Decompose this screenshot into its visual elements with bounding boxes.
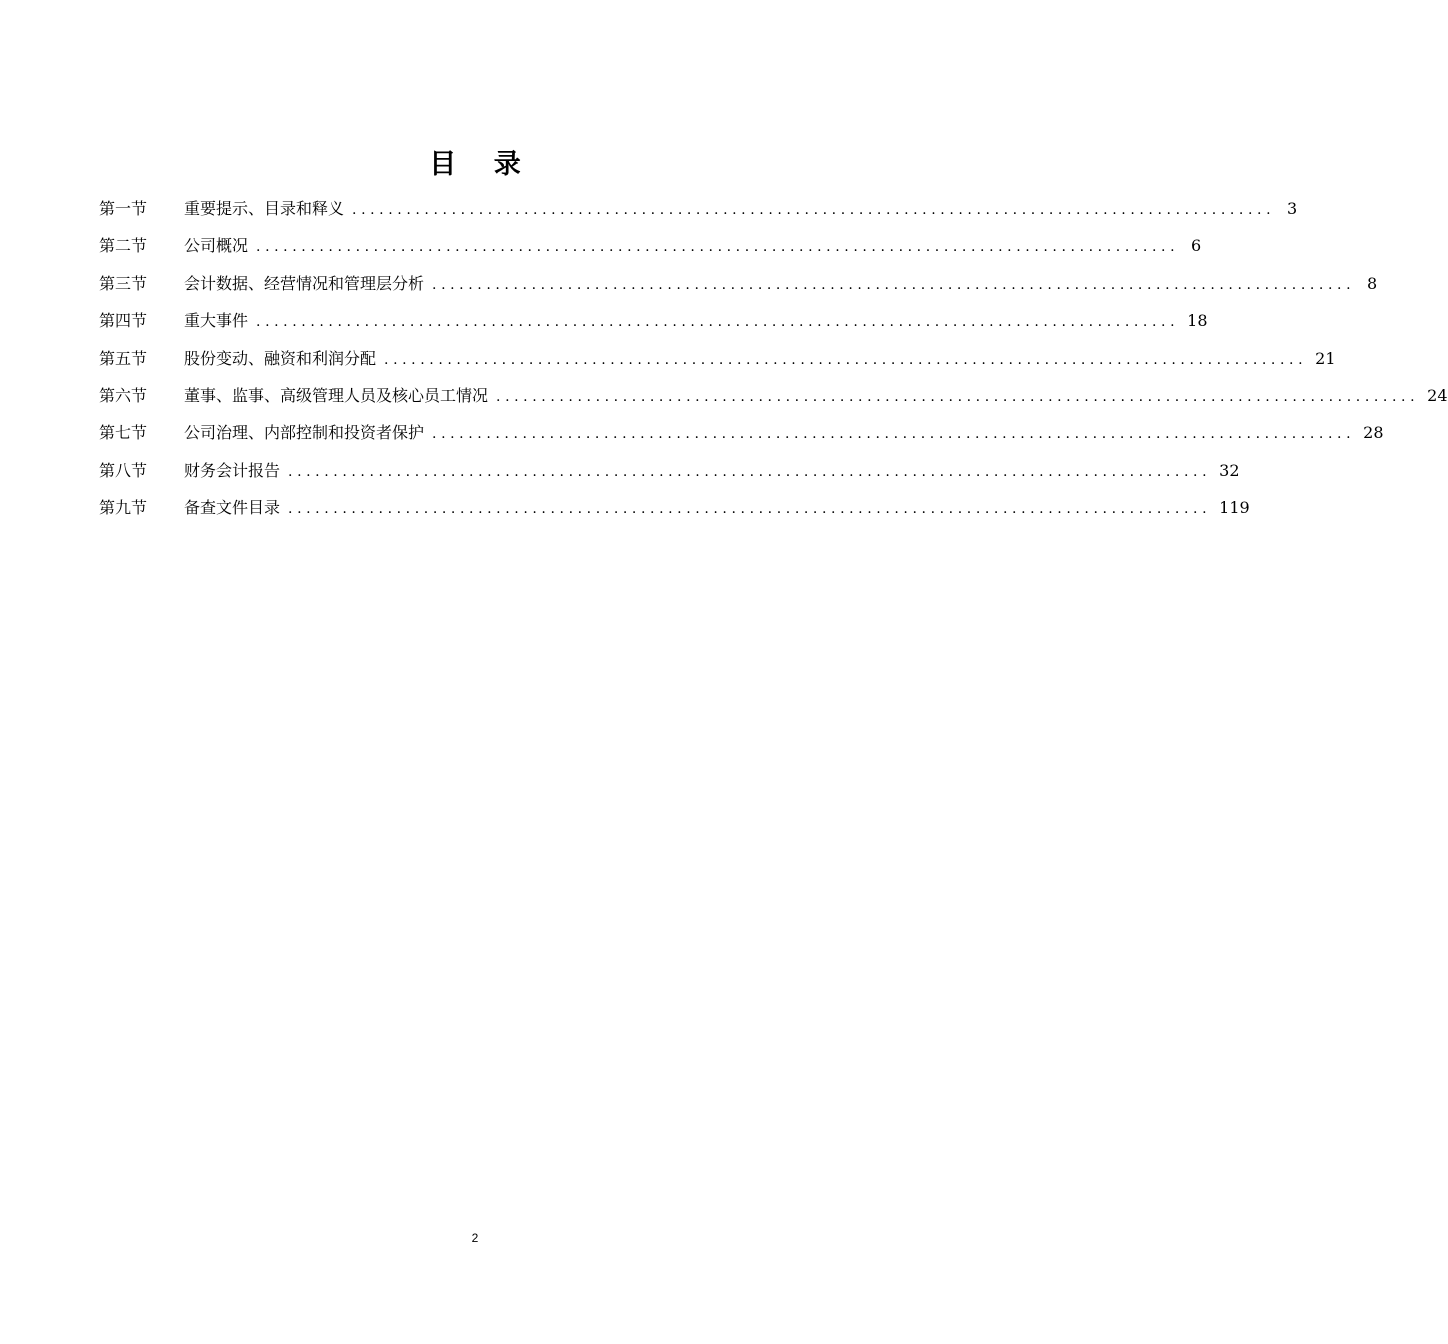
toc-section-title: 重要提示、目录和释义 [184, 199, 345, 218]
toc-dot-leader: ...................................................................................................... [288, 501, 1212, 518]
toc-dot-leader: ...................................................................................................... [384, 351, 1308, 368]
toc-page-number: 32 [1219, 460, 1240, 480]
toc-entry[interactable] [99, 227, 1202, 264]
toc-dot-leader: ...................................................................................................... [432, 276, 1356, 293]
page-footer-number: 2 [471, 1231, 479, 1245]
toc-page-number: 3 [1286, 199, 1298, 218]
toc-section-number: 第九节 [99, 498, 148, 518]
toc-entry[interactable] [99, 302, 1208, 339]
toc-entry[interactable] [99, 489, 1250, 526]
toc-section-title: 股份变动、融资和利润分配 [184, 348, 377, 368]
toc-entry[interactable] [99, 340, 1336, 377]
toc-dot-leader: ...................................................................................................... [256, 239, 1180, 256]
toc-page-number: 21 [1315, 348, 1336, 368]
toc-page-number: 24 [1427, 385, 1448, 405]
toc-section-title: 财务会计报告 [184, 460, 281, 480]
toc-section-number: 第一节 [99, 199, 148, 218]
toc-dot-leader: ...................................................................................................... [352, 202, 1276, 218]
toc-page-number: 6 [1190, 236, 1202, 256]
toc-section-number: 第四节 [99, 311, 148, 331]
toc-section-number: 第二节 [99, 236, 148, 256]
toc-entry[interactable] [99, 190, 1298, 227]
toc-section-title: 备查文件目录 [184, 498, 281, 518]
toc-dot-leader: ...................................................................................................... [288, 463, 1212, 480]
toc-dot-leader: ...................................................................................................... [496, 388, 1420, 405]
toc-entry[interactable] [99, 414, 1384, 451]
toc-entry[interactable] [99, 265, 1378, 302]
toc-page-number: 18 [1187, 311, 1208, 331]
toc-section-number: 第五节 [99, 348, 148, 368]
toc-dot-leader: ...................................................................................................... [432, 426, 1356, 443]
toc-entry[interactable] [99, 377, 1448, 414]
toc-page-number: 28 [1363, 423, 1384, 443]
page-title: 目 录 [429, 149, 535, 180]
table-of-contents [99, 190, 1448, 527]
toc-section-title: 董事、监事、高级管理人员及核心员工情况 [184, 385, 489, 405]
toc-section-number: 第八节 [99, 460, 148, 480]
toc-section-title: 重大事件 [184, 311, 249, 331]
toc-section-number: 第七节 [99, 423, 148, 443]
toc-section-number: 第三节 [99, 273, 148, 293]
toc-entry[interactable] [99, 452, 1240, 489]
toc-page-number: 8 [1366, 273, 1378, 293]
toc-page-number: 119 [1219, 498, 1250, 518]
toc-section-title: 公司概况 [184, 236, 249, 256]
toc-dot-leader: ...................................................................................................... [256, 314, 1180, 331]
toc-section-number: 第六节 [99, 385, 148, 405]
toc-section-title: 公司治理、内部控制和投资者保护 [184, 423, 425, 443]
toc-section-title: 会计数据、经营情况和管理层分析 [184, 273, 425, 293]
